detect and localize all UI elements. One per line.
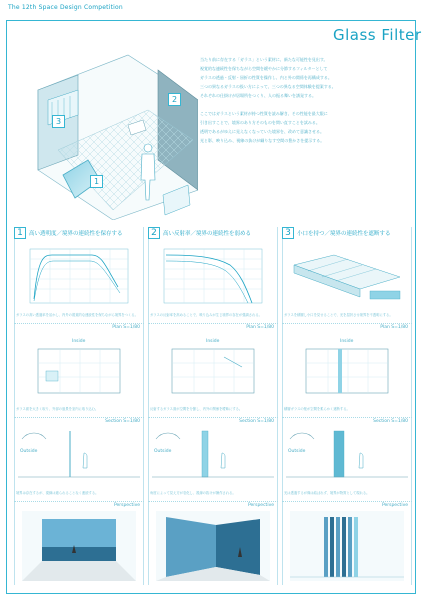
marker-3: 3: [52, 115, 65, 128]
section-label: Section S=1/80: [105, 419, 140, 424]
plan-label: Plan S=1/80: [246, 325, 274, 330]
reflectance-graph: [156, 247, 266, 309]
section-caption: 境界は存在するが、視線は遮られることなく連続する。: [16, 491, 99, 495]
description-line: 当たり前に存在する「ガラス」という素材に、新たな可能性を見出す。: [200, 57, 328, 62]
section-caption: 光は透過するが像は結ばれず、境界が物質として現れる。: [284, 491, 370, 495]
graph-caption: ガラスを積層し小口を見せることで、光を屈折させ境界を不透明にする。: [284, 313, 393, 317]
description-block: [200, 55, 410, 145]
graph-caption: ガラスの高い透過率を活かし、内外の視覚的な連続性を保ちながら境界をつくる。: [16, 313, 138, 317]
outside-label: Outside: [154, 449, 172, 454]
laminated-glass-diagram: [288, 247, 406, 309]
inside-label: Inside: [206, 339, 220, 344]
outside-label: Outside: [20, 449, 38, 454]
column-2: [148, 227, 278, 585]
plan-caption: 反射するガラス面が空間を分節し、内外の関係を曖昧にする。: [150, 407, 243, 411]
marker-2: 2: [168, 93, 181, 106]
divider: [14, 323, 144, 324]
description-line: 引き出すことで、境界のあり方そのものを問い直すことを試みる。: [200, 120, 320, 125]
section-caption: 角度によって見え方が変化し、視線の抜けが操作される。: [150, 491, 236, 495]
description-line: それぞれの仕掛けが居場所をつくり、人の振る舞いを誘発する。: [200, 93, 316, 98]
description-line: ガラスの透過・反射・屈折の性質を操作し、内と外の関係を再構成する。: [200, 75, 332, 80]
column-title: 高い反射率／境界の連続性を弱める: [163, 231, 252, 237]
description-line: 視覚的な連続性を保ちながら空間を緩やかに分節するフィルターとして: [200, 66, 328, 71]
plan-label: Plan S=1/80: [112, 325, 140, 330]
transmittance-graph: [22, 247, 132, 309]
perspective-image: [156, 511, 270, 581]
section-drawing: [18, 427, 140, 481]
main-perspective-render: [18, 30, 198, 220]
competition-header: The 12th Space Design Competition: [8, 4, 123, 11]
section-label: Section S=1/80: [373, 419, 408, 424]
section-label: Section S=1/80: [239, 419, 274, 424]
column-number: 1: [14, 227, 26, 239]
marker-1: 1: [90, 175, 103, 188]
column-title: 小口を持つ／境界の連続性を遮断する: [297, 231, 391, 237]
column-3: [282, 227, 412, 585]
divider: [282, 417, 412, 418]
description-line: 透明であるがゆえに見えなくなっていた境界を、改めて意識させる。: [200, 129, 324, 134]
section-drawing: [286, 427, 408, 481]
column-number: 3: [282, 227, 294, 239]
divider: [282, 323, 412, 324]
perspective-label: Perspective: [247, 503, 274, 508]
inside-label: Inside: [340, 339, 354, 344]
description-line: [200, 100, 410, 109]
column-title: 高い透明度／境界の連続性を保存する: [29, 231, 123, 237]
perspective-label: Perspective: [113, 503, 140, 508]
graph-caption: ガラスの反射率を高めることで、映り込みが生じ境界の存在が強調される。: [150, 313, 262, 317]
divider: [148, 417, 278, 418]
plan-label: Plan S=1/80: [380, 325, 408, 330]
divider: [148, 501, 278, 502]
description-line: ここではガラスという素材が持つ性質を読み解き、その性能を最大限に: [200, 111, 328, 116]
description-line: 三つの異なるガラスの扱い方によって、三つの異なる空間体験を提案する。: [200, 84, 336, 89]
perspective-image: [290, 511, 404, 581]
column-number: 2: [148, 227, 160, 239]
divider: [282, 501, 412, 502]
perspective-label: Perspective: [381, 503, 408, 508]
divider: [148, 323, 278, 324]
plan-caption: ガラス面を大きく取り、外部の風景を室内に取り込む。: [16, 407, 99, 411]
section-drawing: [152, 427, 274, 481]
column-1: [14, 227, 144, 585]
plan-caption: 積層ガラスの壁が空間を柔らかく遮断する。: [284, 407, 350, 411]
inside-label: Inside: [72, 339, 86, 344]
perspective-image: [22, 511, 136, 581]
divider: [14, 417, 144, 418]
outside-label: Outside: [288, 449, 306, 454]
divider: [14, 501, 144, 502]
poster-title: Glass Filter: [333, 26, 422, 44]
description-line: 光と影、映り込み、視線の抜けが織りなす空間の豊かさを提示する。: [200, 138, 325, 143]
